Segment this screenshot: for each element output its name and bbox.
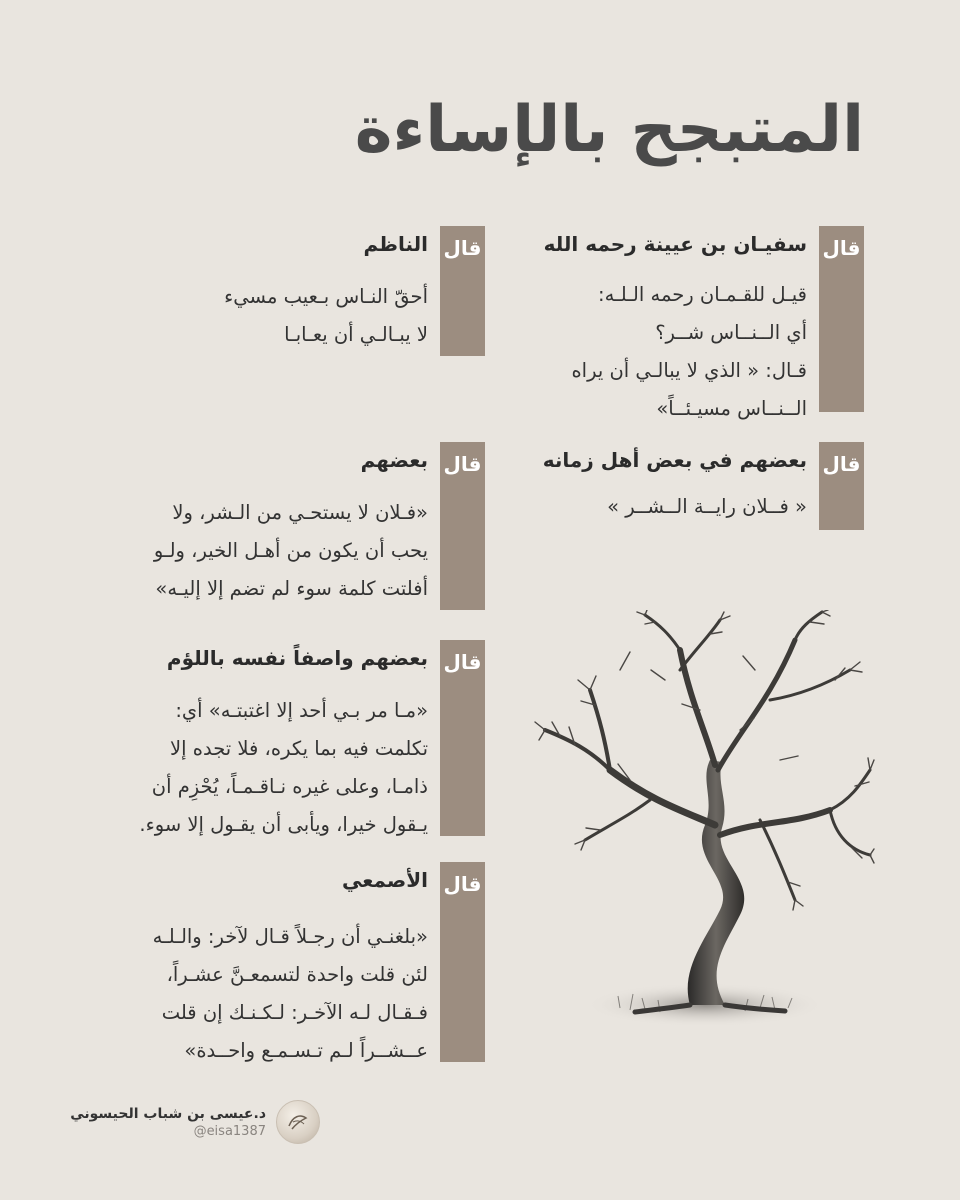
- speaker-name: الأصمعي: [341, 868, 428, 892]
- accent-strip: [819, 442, 864, 530]
- qal-label: قال: [443, 452, 482, 476]
- quote-text: « فــلان رايــة الــشــر »: [607, 495, 807, 518]
- calligraphy-logo-icon: [284, 1108, 312, 1136]
- qal-label: قال: [443, 236, 482, 260]
- bare-tree-illustration: [530, 610, 875, 1030]
- quote-card-sufyan: [543, 226, 864, 420]
- qal-label: قال: [443, 650, 482, 674]
- page-title: المتبجح بالإساءة: [354, 93, 864, 167]
- speaker-name: سفيـان بن عيينة رحمه الله: [543, 232, 807, 256]
- author-handle: @eisa1387: [193, 1123, 266, 1139]
- quote-card-banner: [524, 442, 864, 530]
- accent-strip: [440, 226, 485, 356]
- author-name: د.عيسى بن شباب الحيسوني: [70, 1105, 266, 1122]
- author-logo: [276, 1100, 320, 1144]
- quote-card-nazim: [140, 226, 485, 356]
- qal-label: قال: [822, 452, 861, 476]
- quote-text: «بلغنـي أن رجـلاً قـال لآخر: والـلـه لئن قلت واحدة لتسمعـنَّ عشـراً، فـقـال لـه الآخـر: لـكـنـك إن قلت عــشــراً لـم تـسـمـع واحــدة»: [152, 925, 428, 1062]
- quote-text: قيـل للقـمـان رحمه الـلـه: أي الــنــاس شــر؟ قـال: « الذي لا يبالـي أن يراه الــنــاس مسيـئــاً»: [571, 283, 807, 420]
- quote-card-asmai: [75, 862, 485, 1062]
- accent-strip: [819, 226, 864, 412]
- accent-strip: [440, 442, 485, 610]
- speaker-name: بعضهم: [360, 448, 428, 472]
- quote-card-self-described: [75, 640, 485, 836]
- quote-text: «مـا مر بـي أحد إلا اغتبتـه» أي: تكلمت فيه بما يكره، فلا تجده إلا ذامـا، وعلى غيره نـاقـمـاً، يُحْزِم أن يـقول خيرا، ويأبى أن يقـول إلا سوء.: [139, 699, 428, 836]
- quote-text: «فـلان لا يستحـي من الـشر، ولا يحب أن يكون من أهـل الخير، ولـو أفلتت كلمة سوء لم تضم إلا إليـه»: [153, 501, 428, 600]
- quote-card-some: [85, 442, 485, 610]
- accent-strip: [440, 640, 485, 836]
- speaker-name: بعضهم واصفاً نفسه باللؤم: [166, 646, 428, 670]
- speaker-name: الناظم: [363, 232, 428, 256]
- quote-text: أحقّ النـاس بـعيب مسيء لا يبـالـي أن يعـابـا: [224, 285, 428, 346]
- speaker-name: بعضهم في بعض أهل زمانه: [542, 448, 807, 472]
- author-signature: [70, 1100, 320, 1144]
- accent-strip: [440, 862, 485, 1062]
- qal-label: قال: [822, 236, 861, 260]
- qal-label: قال: [443, 872, 482, 896]
